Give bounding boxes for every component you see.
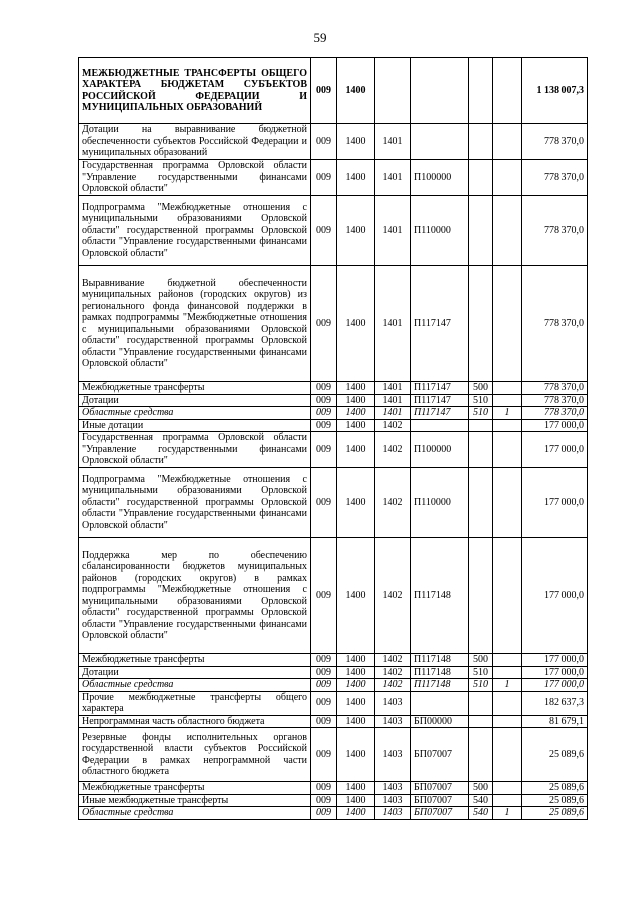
table-row [79, 807, 588, 820]
cell-razdel: 1400 [337, 394, 375, 407]
cell-podrazdel: 1403 [375, 807, 411, 820]
cell-name: Прочие межбюджетные трансферты общего характера [79, 691, 311, 715]
cell-podrazdel: 1402 [375, 666, 411, 679]
cell-target-article: П117148 [411, 538, 469, 654]
cell-grbs: 009 [311, 728, 337, 782]
cell-name: Дотации [79, 394, 311, 407]
cell-target-article: П117148 [411, 679, 469, 692]
cell-razdel: 1400 [337, 794, 375, 807]
cell-target-article: П117147 [411, 394, 469, 407]
cell-target-article [411, 58, 469, 124]
cell-target-article: П117148 [411, 666, 469, 679]
cell-podrazdel: 1401 [375, 124, 411, 160]
cell-razdel: 1400 [337, 728, 375, 782]
table-row [79, 782, 588, 795]
cell-grbs: 009 [311, 58, 337, 124]
cell-source [493, 124, 522, 160]
cell-razdel: 1400 [337, 782, 375, 795]
cell-expense-type [469, 468, 493, 538]
cell-target-article: БП07007 [411, 807, 469, 820]
cell-razdel: 1400 [337, 160, 375, 196]
cell-name: Иные межбюджетные трансферты [79, 794, 311, 807]
cell-podrazdel: 1402 [375, 432, 411, 468]
cell-source [493, 666, 522, 679]
cell-expense-type [469, 160, 493, 196]
cell-expense-type: 540 [469, 807, 493, 820]
cell-razdel: 1400 [337, 196, 375, 266]
cell-name: Областные средства [79, 407, 311, 420]
cell-expense-type: 500 [469, 782, 493, 795]
cell-grbs: 009 [311, 382, 337, 395]
cell-podrazdel [375, 58, 411, 124]
table-row [79, 394, 588, 407]
cell-podrazdel: 1401 [375, 266, 411, 382]
cell-source [493, 654, 522, 667]
cell-grbs: 009 [311, 407, 337, 420]
cell-grbs: 009 [311, 124, 337, 160]
cell-podrazdel: 1402 [375, 679, 411, 692]
table-row [79, 728, 588, 782]
cell-amount: 778 370,0 [522, 266, 588, 382]
table-row [79, 160, 588, 196]
table-row [79, 794, 588, 807]
cell-expense-type: 510 [469, 394, 493, 407]
cell-source [493, 382, 522, 395]
cell-amount: 25 089,6 [522, 807, 588, 820]
cell-target-article: БП07007 [411, 782, 469, 795]
cell-source: 1 [493, 807, 522, 820]
cell-name: Межбюджетные трансферты [79, 382, 311, 395]
table-row [79, 432, 588, 468]
cell-razdel: 1400 [337, 715, 375, 728]
cell-podrazdel: 1403 [375, 691, 411, 715]
cell-podrazdel: 1401 [375, 382, 411, 395]
cell-podrazdel: 1402 [375, 654, 411, 667]
cell-target-article: П117148 [411, 654, 469, 667]
cell-amount: 177 000,0 [522, 419, 588, 432]
table-row [79, 407, 588, 420]
cell-razdel: 1400 [337, 679, 375, 692]
cell-source: 1 [493, 407, 522, 420]
cell-razdel: 1400 [337, 124, 375, 160]
cell-expense-type [469, 124, 493, 160]
cell-name: Областные средства [79, 807, 311, 820]
table-body [79, 58, 588, 820]
cell-podrazdel: 1401 [375, 196, 411, 266]
cell-amount: 778 370,0 [522, 196, 588, 266]
cell-target-article: БП07007 [411, 794, 469, 807]
cell-expense-type: 510 [469, 407, 493, 420]
table-row [79, 468, 588, 538]
cell-source [493, 432, 522, 468]
table-row [79, 666, 588, 679]
cell-expense-type [469, 266, 493, 382]
cell-amount: 778 370,0 [522, 407, 588, 420]
cell-razdel: 1400 [337, 691, 375, 715]
cell-grbs: 009 [311, 468, 337, 538]
cell-razdel: 1400 [337, 468, 375, 538]
table-row [79, 58, 588, 124]
cell-target-article: П117147 [411, 382, 469, 395]
cell-name: Государственная программа Орловской области "Управление государственными финансами Орловской области" [79, 432, 311, 468]
cell-grbs: 009 [311, 196, 337, 266]
cell-name: Областные средства [79, 679, 311, 692]
cell-name: Межбюджетные трансферты [79, 654, 311, 667]
cell-expense-type [469, 432, 493, 468]
cell-amount: 177 000,0 [522, 538, 588, 654]
cell-amount: 778 370,0 [522, 382, 588, 395]
cell-podrazdel: 1402 [375, 468, 411, 538]
cell-podrazdel: 1403 [375, 728, 411, 782]
cell-amount: 25 089,6 [522, 794, 588, 807]
cell-name: Межбюджетные трансферты [79, 782, 311, 795]
cell-amount: 177 000,0 [522, 679, 588, 692]
cell-name: Подпрограмма "Межбюджетные отношения с муниципальными образованиями Орловской области" государственной программы Орловской области "Управление государственными финансами Орловской области" [79, 196, 311, 266]
cell-podrazdel: 1403 [375, 715, 411, 728]
cell-expense-type [469, 538, 493, 654]
cell-target-article [411, 691, 469, 715]
table-row [79, 679, 588, 692]
cell-razdel: 1400 [337, 382, 375, 395]
cell-expense-type: 510 [469, 679, 493, 692]
cell-amount: 778 370,0 [522, 160, 588, 196]
cell-podrazdel: 1403 [375, 794, 411, 807]
cell-grbs: 009 [311, 394, 337, 407]
table-row [79, 654, 588, 667]
cell-amount: 778 370,0 [522, 124, 588, 160]
cell-grbs: 009 [311, 432, 337, 468]
cell-target-article: П100000 [411, 432, 469, 468]
cell-target-article: БП00000 [411, 715, 469, 728]
cell-name: Дотации на выравнивание бюджетной обеспеченности субъектов Российской Федерации и муниципальных образований [79, 124, 311, 160]
cell-source: 1 [493, 679, 522, 692]
cell-grbs: 009 [311, 654, 337, 667]
cell-amount: 177 000,0 [522, 468, 588, 538]
table-row [79, 266, 588, 382]
cell-razdel: 1400 [337, 266, 375, 382]
cell-target-article [411, 124, 469, 160]
cell-expense-type [469, 691, 493, 715]
cell-amount: 177 000,0 [522, 654, 588, 667]
cell-target-article: П117147 [411, 266, 469, 382]
table-row [79, 538, 588, 654]
cell-razdel: 1400 [337, 58, 375, 124]
cell-target-article: П117147 [411, 407, 469, 420]
cell-source [493, 715, 522, 728]
cell-podrazdel: 1401 [375, 407, 411, 420]
cell-razdel: 1400 [337, 654, 375, 667]
cell-razdel: 1400 [337, 666, 375, 679]
cell-expense-type: 500 [469, 654, 493, 667]
cell-target-article: П100000 [411, 160, 469, 196]
cell-target-article: БП07007 [411, 728, 469, 782]
table-row [79, 419, 588, 432]
table-row [79, 691, 588, 715]
cell-grbs: 009 [311, 679, 337, 692]
cell-amount: 1 138 007,3 [522, 58, 588, 124]
cell-grbs: 009 [311, 807, 337, 820]
cell-source [493, 196, 522, 266]
cell-target-article: П110000 [411, 196, 469, 266]
cell-podrazdel: 1401 [375, 160, 411, 196]
cell-target-article: П110000 [411, 468, 469, 538]
cell-source [493, 266, 522, 382]
cell-grbs: 009 [311, 266, 337, 382]
cell-amount: 25 089,6 [522, 782, 588, 795]
table-row [79, 715, 588, 728]
table-row [79, 382, 588, 395]
cell-grbs: 009 [311, 691, 337, 715]
cell-source [493, 691, 522, 715]
cell-target-article [411, 419, 469, 432]
cell-grbs: 009 [311, 782, 337, 795]
cell-razdel: 1400 [337, 807, 375, 820]
cell-expense-type [469, 715, 493, 728]
cell-razdel: 1400 [337, 419, 375, 432]
cell-source [493, 794, 522, 807]
cell-source [493, 728, 522, 782]
cell-grbs: 009 [311, 715, 337, 728]
cell-name: Подпрограмма "Межбюджетные отношения с муниципальными образованиями Орловской области" государственной программы Орловской области "Управление государственными финансами Орловской области" [79, 468, 311, 538]
cell-name: Непрограммная часть областного бюджета [79, 715, 311, 728]
cell-name: Резервные фонды исполнительных органов государственной власти субъектов Российской Федерации в рамках непрограммной части областного бюджета [79, 728, 311, 782]
cell-amount: 25 089,6 [522, 728, 588, 782]
cell-expense-type: 510 [469, 666, 493, 679]
cell-source [493, 58, 522, 124]
cell-amount: 177 000,0 [522, 432, 588, 468]
cell-name: Выравнивание бюджетной обеспеченности муниципальных районов (городских округов) из регионального фонда финансовой поддержки в рамках подпрограммы "Межбюджетные отношения с муниципальными образованиями Орловской области" государственной программы Орловской области "Управление государственными финансами Орловской области" [79, 266, 311, 382]
cell-name: Государственная программа Орловской области "Управление государственными финансами Орловской области" [79, 160, 311, 196]
cell-podrazdel: 1403 [375, 782, 411, 795]
cell-source [493, 394, 522, 407]
cell-name: Дотации [79, 666, 311, 679]
cell-podrazdel: 1402 [375, 419, 411, 432]
table-row [79, 124, 588, 160]
cell-amount: 182 637,3 [522, 691, 588, 715]
cell-grbs: 009 [311, 160, 337, 196]
cell-razdel: 1400 [337, 407, 375, 420]
cell-podrazdel: 1401 [375, 394, 411, 407]
cell-grbs: 009 [311, 538, 337, 654]
cell-expense-type [469, 419, 493, 432]
cell-expense-type [469, 196, 493, 266]
cell-expense-type: 500 [469, 382, 493, 395]
cell-name: Поддержка мер по обеспечению сбалансированности бюджетов муниципальных районов (городских округов) в рамках подпрограммы "Межбюджетные отношения с муниципальными образованиями Орловской области" государственной программы Орловской области "Управление государственными финансами Орловской области" [79, 538, 311, 654]
cell-grbs: 009 [311, 666, 337, 679]
cell-amount: 81 679,1 [522, 715, 588, 728]
table-row [79, 196, 588, 266]
cell-grbs: 009 [311, 419, 337, 432]
cell-source [493, 538, 522, 654]
cell-amount: 778 370,0 [522, 394, 588, 407]
cell-name: Иные дотации [79, 419, 311, 432]
cell-podrazdel: 1402 [375, 538, 411, 654]
cell-source [493, 160, 522, 196]
cell-expense-type [469, 728, 493, 782]
cell-source [493, 782, 522, 795]
cell-razdel: 1400 [337, 538, 375, 654]
cell-source [493, 419, 522, 432]
cell-grbs: 009 [311, 794, 337, 807]
cell-name: МЕЖБЮДЖЕТНЫЕ ТРАНСФЕРТЫ ОБЩЕГО ХАРАКТЕРА БЮДЖЕТАМ СУБЪЕКТОВ РОССИЙСКОЙ ФЕДЕРАЦИИ И МУНИЦИПАЛЬНЫХ ОБРАЗОВАНИЙ [79, 58, 311, 124]
cell-expense-type [469, 58, 493, 124]
cell-amount: 177 000,0 [522, 666, 588, 679]
page-number: 59 [313, 30, 327, 45]
cell-razdel: 1400 [337, 432, 375, 468]
cell-source [493, 468, 522, 538]
budget-table [78, 57, 588, 820]
cell-expense-type: 540 [469, 794, 493, 807]
